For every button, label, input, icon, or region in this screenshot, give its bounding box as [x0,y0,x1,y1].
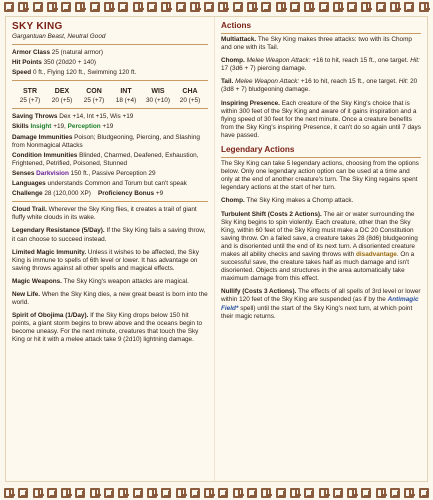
glyph-icon [75,2,85,12]
glyph-icon [376,2,386,12]
glyph-icon [204,2,214,12]
action-inspiring-presence: Inspiring Presence. Each creature of the Sky King's choice that is within 300 feet of the Sky King and aware of it gains inspiration and a flying speed of 30 feet for the next minute. Once a creature benefits from the Sky King's inspiring Presence, it can't do so again until 7 days have passed. [221,99,421,139]
glyph-icon [176,488,186,498]
glyph-icon [233,2,243,12]
legendary-chomp: Chomp. The Sky King makes a Chomp attack. [221,197,354,205]
glyph-icon [404,488,414,498]
trait-new-life: New Life. When the Sky King dies, a new great beast is born into the world. [12,290,208,307]
glyph-icon [33,488,43,498]
action-chomp: Chomp. Melee Weapon Attack: +16 to hit, reach 15 ft., one target. Hit: 17 (3d6 + 7) piercing damage. [221,57,420,73]
stat-block [5,16,428,482]
ability-wis: WIS 30 (+10) [146,88,170,105]
legendary-intro: The Sky King can take 5 legendary actions, choosing from the options below. Only one legendary action option can be used at a time and only at the end of another creature's turn. The Sky King regains spent legendary actions at the start of her turn. [221,160,419,192]
glyph-icon [147,488,157,498]
glyph-icon [18,488,28,498]
right-column [214,17,427,481]
glyph-icon [133,2,143,12]
trait-magic-weapons: Magic Weapons. The Sky King's weapon attacks are magical. [12,277,189,285]
glyph-icon [161,488,171,498]
disadvantage-keyword: disadvantage [355,250,397,258]
glyph-icon [90,488,100,498]
glyph-icon [319,2,329,12]
glyph-icon [233,488,243,498]
glyph-icon [276,2,286,12]
glyph-icon [347,2,357,12]
condition-immunities: Condition Immunities Blinded, Charmed, Deafened, Exhaustion, Frightened, Petrified, Poisoned, Stunned [12,151,199,167]
glyph-icon [404,2,414,12]
ability-str: STR 25 (+7) [19,88,41,105]
glyph-icon [161,2,171,12]
ability-int: INT 18 (+4) [115,88,137,105]
armor-class: Armor Class 25 (natural armor) [12,49,103,57]
glyph-icon [4,2,14,12]
trait-spirit-of-obojima: Spirit of Obojima (1/Day). If the Sky King drops below 150 hit points, a giant storm begins to brew above and the oceans begin to become uneasy. For the next minute, creatures that touch the Sky King or hit it with a melee attack take 9 (2d10) lightning damage. [12,312,203,344]
glyph-icon [218,488,228,498]
glyph-icon [361,2,371,12]
glyph-icon [118,2,128,12]
saving-throws: Saving Throws Dex +14, Int +15, Wis +19 [12,113,134,121]
trait-cloud-trail: Cloud Trail. Wherever the Sky King flies, it creates a trail of giant fluffy white clouds in its wake. [12,206,197,222]
glyph-icon [176,2,186,12]
glyph-icon [18,2,28,12]
languages: Languages understands Common and Torum but can't speak [12,180,187,188]
legendary-actions-heading: Legendary Actions [221,145,421,158]
glyph-icon [247,2,257,12]
hit-points: Hit Points 350 (20d20 + 140) [12,59,97,67]
glyph-icon [261,488,271,498]
glyph-icon [204,488,214,498]
glyph-icon [419,2,429,12]
glyph-icon [347,488,357,498]
glyph-icon [147,2,157,12]
glyph-icon [218,2,228,12]
glyph-icon [333,488,343,498]
glyph-icon [290,2,300,12]
damage-immunities: Damage Immunities Poison; Bludgeoning, Piercing, and Slashing from Nonmagical Attacks [12,133,200,149]
actions-heading: Actions [221,21,421,34]
action-tail: Tail. Melee Weapon Attack: +16 to hit, reach 15 ft., one target. Hit: 20 (3d8 + 7) bludgeoning damage. [221,78,418,94]
speed: Speed 0 ft., Flying 120 ft., Swimming 120 ft. [12,69,137,77]
glyph-icon [261,2,271,12]
glyph-icon [133,488,143,498]
creature-name: SKY KING [12,21,63,32]
glyph-icon [276,488,286,498]
trait-legendary-resistance: Legendary Resistance (5/Day). If the Sky King fails a saving throw, it can choose to succeed instead. [12,227,206,243]
decorative-border-bottom [0,486,433,500]
divider [12,108,208,109]
glyph-icon [47,2,57,12]
glyph-icon [319,488,329,498]
glyph-icon [390,2,400,12]
glyph-icon [75,488,85,498]
legendary-nullify: Nullify (Costs 3 Actions). The effects of all spells of 3rd level or lower within 120 feet of the Sky King are suspended (as if by the Antimagic Field* spell) until the start of the Sky King's next turn, at which point their magic returns. [221,288,421,320]
divider [12,201,208,202]
legendary-turbulent-shift: Turbulent Shift (Costs 2 Actions). The air or water surrounding the Sky King begins to spin violently. Each creature, other than the Sky King, within 60 feet of the Sky King must make a DC 20 Constitution saving throw. On a failed save, a creature takes 28 (8d6) bludgeoning and is disoriented until the end of its next turn. A disoriented creature makes all ability checks and saving throws with disadvantage. On a successful save, the creature takes half as much damage and isn't disoriented. Objects and structures in the area automatically take maximum damage from this effect. [221,210,418,283]
challenge-line: Challenge 28 (120,000 XP) Proficiency Bonus +9 [12,190,164,198]
glyph-icon [247,488,257,498]
action-multiattack: Multiattack. The Sky King makes three attacks: two with its Chomp and one with its Tail. [221,36,412,52]
glyph-icon [118,488,128,498]
glyph-icon [33,2,43,12]
glyph-icon [104,2,114,12]
ability-cha: CHA 20 (+5) [179,88,201,105]
glyph-icon [304,2,314,12]
glyph-icon [333,2,343,12]
skills: Skills Insight +19, Perception +19 [12,123,114,131]
divider [12,44,208,45]
divider [12,80,208,81]
creature-type: Gargantuan Beast, Neutral Good [12,33,106,40]
sense-darkvision: Darkvision [36,169,69,177]
ability-con: CON 25 (+7) [83,88,105,105]
glyph-icon [47,488,57,498]
glyph-icon [304,488,314,498]
glyph-icon [290,488,300,498]
trait-limited-magic-immunity: Limited Magic Immunity. Unless it wishes to be affected, the Sky King is immune to spells of 6th level or lower. It has advantage on saving throws against all other spells and magical effects. [12,248,199,272]
glyph-icon [361,488,371,498]
senses: Senses Darkvision 150 ft., Passive Perception 29 [12,169,156,177]
decorative-border-top [0,0,433,14]
ability-scores [14,87,206,105]
glyph-icon [376,488,386,498]
skill-perception: Perception [67,123,101,131]
glyph-icon [190,488,200,498]
spell-link-antimagic-field[interactable]: Antimagic Field* [221,296,419,312]
ability-dex: DEX 20 (+5) [51,88,73,105]
glyph-icon [61,488,71,498]
glyph-icon [4,488,14,498]
glyph-icon [390,488,400,498]
glyph-icon [419,488,429,498]
glyph-icon [190,2,200,12]
glyph-icon [61,2,71,12]
glyph-icon [104,488,114,498]
glyph-icon [90,2,100,12]
skill-insight: Insight [30,123,52,131]
left-column [6,17,214,481]
